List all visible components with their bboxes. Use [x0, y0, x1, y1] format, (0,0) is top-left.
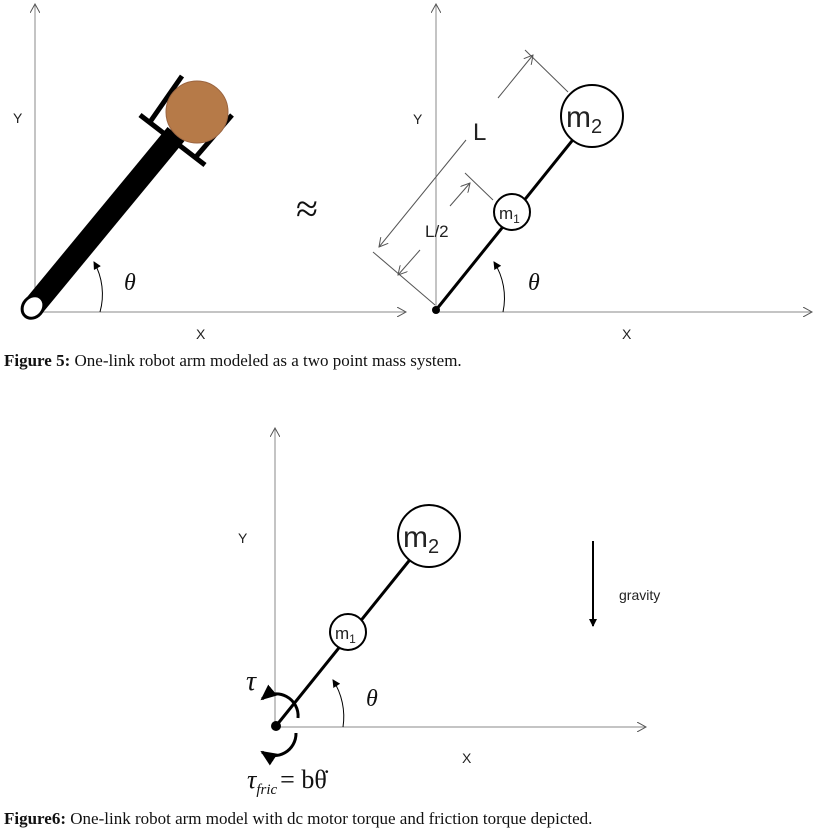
dim-L-lower	[379, 140, 466, 247]
gravity-label: gravity	[619, 587, 661, 603]
ball	[166, 81, 228, 143]
angle-arc	[494, 262, 504, 312]
y-label: Y	[238, 530, 248, 546]
x-label: X	[622, 326, 632, 342]
arm-rod	[34, 134, 176, 306]
dim-half-lower	[398, 250, 420, 275]
angle-arc	[94, 262, 102, 312]
approx-symbol: ≈	[296, 186, 318, 231]
figure6-caption: Figure6: One-link robot arm model with dc motor torque and friction torque depicted.	[4, 809, 593, 828]
dim-tick-origin	[373, 252, 435, 305]
angle-arc	[333, 680, 344, 727]
mass1-label: $m_1$	[499, 204, 520, 226]
dim-half-upper	[450, 183, 470, 206]
friction-torque-arrow-icon	[262, 733, 296, 756]
length-label: L	[473, 119, 487, 146]
angle-label: θ	[366, 686, 378, 712]
dim-L-upper	[498, 55, 533, 98]
torque-label: τ	[246, 666, 257, 697]
mass2-label: $m_2$	[566, 101, 603, 138]
y-label: Y	[413, 111, 423, 127]
figure5-caption: Figure 5: One-link robot arm modeled as a two point mass system.	[4, 351, 462, 370]
x-label: X	[196, 326, 206, 342]
origin-joint	[432, 306, 440, 314]
origin-joint	[271, 721, 281, 731]
mass2-label: $m_2$	[403, 521, 440, 558]
half-length-label: L/2	[425, 222, 449, 241]
dim-tick-m1	[465, 173, 493, 200]
y-label: Y	[13, 110, 23, 126]
fig5-left-arm	[13, 4, 406, 342]
friction-equation: $\tau_{fric}$ = bθ̇	[247, 765, 327, 798]
fig5-right-point-mass-model	[373, 4, 812, 342]
x-label: X	[462, 750, 472, 766]
angle-label: θ	[124, 270, 136, 296]
mass1-label: $m_1$	[335, 624, 356, 646]
angle-label: θ	[528, 270, 540, 296]
fig6-torque-model	[238, 428, 660, 798]
